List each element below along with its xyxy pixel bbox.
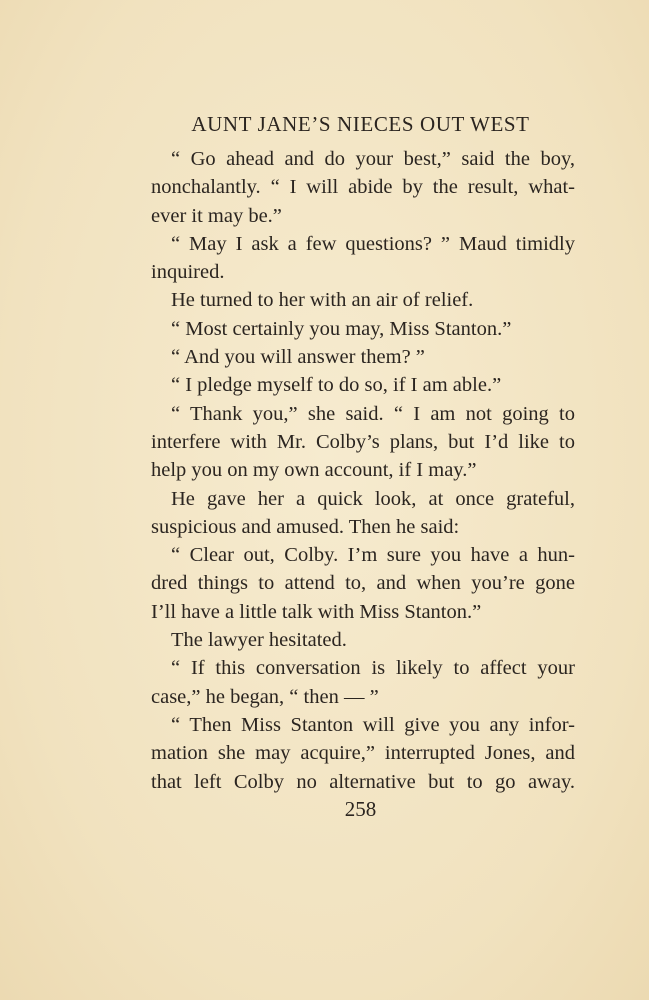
text-line: “ May I ask a few questions? ” Maud timidly — [171, 232, 575, 255]
text-line: “ Go ahead and do your best,” said the boy, — [171, 148, 575, 170]
text-line: that left Colby no alternative but to go away. — [151, 770, 575, 793]
text-line: I’ll have a little talk with Miss Stanton.” — [151, 600, 482, 623]
text-line: “ Clear out, Colby. I’m sure you have a hun- — [171, 544, 575, 567]
text-line: He gave her a quick look, at once grateful, — [171, 487, 575, 510]
body-text — [151, 145, 575, 796]
text-line: The lawyer hesitated. — [171, 629, 347, 652]
text-line: inquired. — [151, 261, 225, 284]
text-line: suspicious and amused. Then he said: — [151, 515, 460, 538]
text-line: “ Most certainly you may, Miss Stanton.” — [171, 317, 512, 340]
page-number: 258 — [344, 797, 377, 821]
text-line: “ I pledge myself to do so, if I am able.” — [171, 374, 502, 397]
text-line: dred things to attend to, and when you’re gone — [151, 572, 575, 595]
text-line: “ If this conversation is likely to affect your — [171, 657, 575, 680]
text-line: help you on my own account, if I may.” — [151, 459, 477, 482]
text-line: mation she may acquire,” interrupted Jones, and — [151, 742, 575, 765]
text-line: nonchalantly. “ I will abide by the result, what- — [151, 176, 575, 199]
running-head: AUNT JANE’S NIECES OUT WEST — [191, 112, 530, 136]
text-line: “ Then Miss Stanton will give you any infor- — [171, 713, 575, 736]
text-line: He turned to her with an air of relief. — [171, 289, 474, 312]
text-line: ever it may be.” — [151, 204, 282, 227]
text-line: case,” he began, “ then — ” — [151, 685, 379, 708]
text-line: “ Thank you,” she said. “ I am not going to — [171, 402, 575, 425]
text-line: “ And you will answer them? ” — [171, 346, 425, 369]
text-line: interfere with Mr. Colby’s plans, but I’d like to — [151, 430, 575, 453]
